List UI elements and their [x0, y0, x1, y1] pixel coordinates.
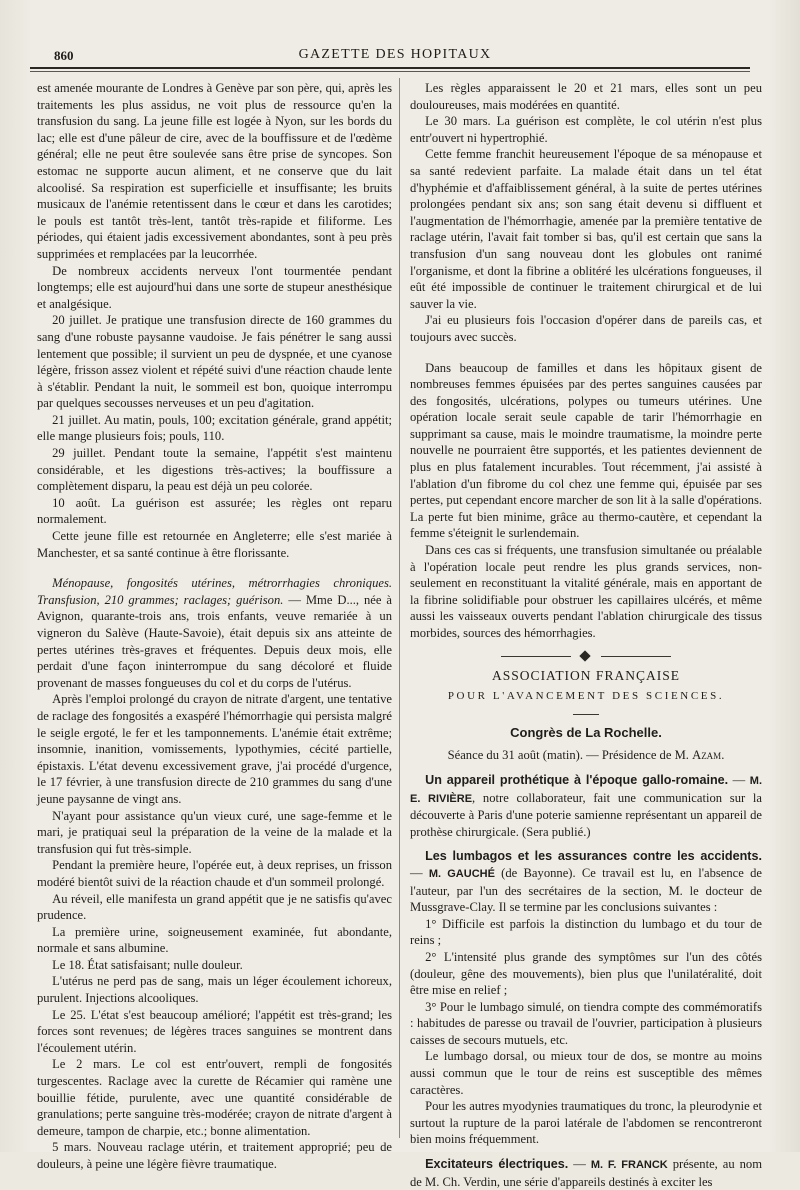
communication-prosthesis: Un appareil prothétique à l'époque gallo-romaine. — M. E. RIVIÈRE, notre collaborateur, fait une communication sur la découverte à Paris d'une poterie samienne représentant un appareil de prothèse chirurgicale. (Sera publié.)	[410, 772, 763, 839]
left-column	[37, 80, 392, 1171]
congress-title: Congrès de La Rochelle.	[510, 724, 662, 740]
conclusion-item: 2° L'intensité plus grande des symptômes sur l'un des côtés (douleur, gêne des mouvements), bien plus que l'unilatéralité, doit être mise en relief ;	[410, 949, 762, 998]
section-title: ASSOCIATION FRANÇAISE	[492, 667, 680, 683]
header-rule-thin	[30, 71, 750, 72]
paragraph: Après l'emploi prolongé du crayon de nitrate d'argent, une tentative de raclage des fongosités a exaspéré l'hémorrhagie qui persista malgré le seigle ergoté, le fer et les tamponnements. L'anémie était extrême; insomnie, inanition, vomissements, lypothymies, cécité partielle, épistaxis. L'état devenu excessivement grave, j'ai procédé d'urgence, le 17 février, à une transfusion directe de 210 grammes du sang d'une jeune paysanne de vingt ans.	[37, 692, 392, 806]
column-divider	[399, 78, 400, 1138]
paragraph: Dans beaucoup de familles et dans les hôpitaux gisent de nombreuses femmes épuisées par des pertes sanguines causées par des fongosités, ulcérations, polypes ou tumeurs utérines. Une opération locale serait seule capable de tarir l'hémorrhagie en supprimant sa cause, mais le moindre traumatisme, la moindre perte nouvelle ne pourraient être supportés, et les patientes deviennent de plus en plus fatalement incurables. Tout récemment, j'ai assisté à l'ablation d'un fibrome du col chez une femme qui, épuisée par ses pertes, put cependant encore marcher de son lit à la salle d'opérations. La perte fut bien minime, grâce au thermo-cautère, et cependant la femme s'éteignit le surlendemain.	[410, 360, 762, 541]
paragraph: Pendant la première heure, l'opérée eut, à deux reprises, un frisson modéré bientôt suivi de la réaction chaude et d'un sommeil prolongé.	[37, 858, 392, 889]
communication-title: Un appareil prothétique à l'époque gallo-romaine.	[425, 772, 729, 787]
paragraph: Le 2 mars. Le col est entr'ouvert, rempli de fongosités turgescentes. Raclage avec la curette de Récamier qui ramène une bouillie fétide, purulente, avec une quantité considérable de granulations; perte sanguine très-modérée; crayon de nitrate d'argent à demeure, tampon de charpie, etc.; bonne alimentation.	[37, 1057, 392, 1138]
section-subtitle: POUR L'AVANCEMENT DES SCIENCES.	[447, 690, 725, 703]
case-paragraph	[37, 575, 392, 691]
paragraph: J'ai eu plusieurs fois l'occasion d'opérer dans de pareils cas, et toujours avec succès.	[410, 313, 762, 344]
paragraph: 10 août. La guérison est assurée; les règles ont reparu normalement.	[37, 495, 392, 527]
paragraph: 5 mars. Nouveau raclage utérin, et traitement approprié; peu de douleurs, à peine une légère fièvre traumatique.	[37, 1140, 392, 1171]
paragraph: Cette femme franchit heureusement l'époque de sa ménopause et sa santé redevient parfaite. La malade était dans un tel état d'hyphémie et d'affaiblissement général, à la suite de pertes utérines prolongées pendant six ans; son sang était devenu si diffluent et l'augmentation de l'hémorrhagie, amenée par la première tentative de raclage utérin, l'avait fait tomber si bas, qu'il est certain que sans la transfusion d'un sang nouveau dont les globules ont ranimé l'organisme, et dont la fibrine a oblitéré les ulcérations fongueuses, il eût été impossible de continuer le traitement chirurgical et de lui sauver la vie.	[410, 147, 762, 311]
paragraph: 21 juillet. Au matin, pouls, 100; excitation générale, grand appétit; elle mange plusieurs fois; pouls, 110.	[37, 412, 392, 444]
paragraph: Le lumbago dorsal, ou mieux tour de dos, se montre au moins aussi commun que le tour de reins est susceptible des mêmes caractères.	[410, 1049, 762, 1097]
header-rule-thick	[30, 67, 750, 69]
section-ornament	[501, 652, 671, 660]
right-column	[410, 80, 763, 1189]
paragraph: La première urine, soigneusement examinée, fut abondante, normale et sans albumine.	[37, 924, 392, 956]
paragraph: 29 juillet. Pendant toute la semaine, l'appétit s'est maintenu considérable, et les digestions très-actives; la bouffissure a complètement disparu, la peau est déjà un peu colorée.	[37, 446, 392, 494]
paragraph: Le 25. L'état s'est beaucoup amélioré; l'appétit est très-grand; les forces sont revenues; de légères traces sanguines se montrent dans l'écoulement utérin.	[37, 1007, 392, 1055]
page-number: 860	[54, 48, 74, 63]
speaker-name: M. GAUCHÉ	[428, 867, 495, 880]
journal-title: GAZETTE DES HOPITAUX	[298, 47, 492, 62]
speaker-name: M. E. RIVIÈRE	[410, 774, 763, 805]
session-line: Séance du 31 août (matin). — Présidence de M. Azam.	[447, 748, 725, 763]
paragraph: Dans ces cas si fréquents, une transfusion simultanée ou préalable à l'opération locale peut rendre les plus grands services, non-seulement en reconstituant la vitalité générale, mais en apportant de la fibrine solidifiable pour obstruer les capillaires ulcérés, et même aussi les vaisseaux ouverts pendant l'ablation chirurgicale des tissus morbides, sources des hémorrhagies.	[410, 543, 762, 640]
paragraph: est amenée mourante de Londres à Genève par son père, qui, après les traitements les plus assidus, ne voit plus de ressource qu'en la transfusion du sang. La jeune fille est logée à Nyon, sur les bords du lac; elle est d'une pâleur de cire, avec de la bouffissure et de l'œdème général; elle ne peut être soulevée sans être prise de syncopes. Son estomac ne supporte aucun aliment, et ne conserve que du lait alcoolisé. Sa respiration est superficielle et insuffisante; les bruits musicaux de l'anémie retentissent dans le cœur et dans les carotides; le pouls est tantôt très-lent, tantôt très-rapide et filiforme. Les périodes, qui étaient jadis excessivement abondantes, sont à peu près supprimées et remplacées par la leucorrhée.	[37, 81, 392, 261]
paragraph: Le 18. État satisfaisant; nulle douleur.	[52, 957, 243, 972]
paragraph: N'ayant pour assistance qu'un vieux curé, une sage-femme et le mari, je pratiquai seul la préparation de la veine de la malade et la transfusion qui fut très-simple.	[37, 808, 392, 856]
speaker-name: M. F. FRANCK	[590, 1159, 668, 1172]
paragraph: Cette jeune fille est retournée en Angleterre; elle s'est mariée à Manchester, et sa santé continue à être florissante.	[37, 529, 392, 560]
short-rule	[573, 714, 599, 715]
session-president: Azam	[692, 748, 722, 763]
paragraph: De nombreux accidents nerveux l'ont tourmentée pendant longtemps; elle est aujourd'hui dans une sorte de stupeur anesthésique et analgésique.	[37, 263, 392, 311]
conclusion-item: 1° Difficile est parfois la distinction du lumbago et du tour de reins ;	[410, 916, 762, 948]
paragraph: Pour les autres myodynies traumatiques du tronc, la pleurodynie et surtout la rupture de la paroi latérale de l'abdomen se rencontreront bien moins fréquemment.	[410, 1099, 762, 1147]
paragraph: Au réveil, elle manifesta un grand appétit que je ne satisfis qu'avec prudence.	[37, 891, 392, 923]
paragraph: Le 30 mars. La guérison est complète, le col utérin n'est plus entr'ouvert ni hypertrophié.	[410, 114, 762, 145]
paragraph: L'utérus ne perd pas de sang, mais un léger écoulement ichoreux, purulent. Injections alcooliques.	[37, 974, 392, 1006]
communication-title: Excitateurs électriques.	[425, 1157, 569, 1172]
communication-electric: Excitateurs électriques. — M. F. FRANCK présente, au nom de M. Ch. Verdin, une série d'appareils destinés à exciter les	[410, 1157, 762, 1189]
communication-title: Les lumbagos et les assurances contre les accidents.	[425, 849, 762, 864]
paragraph: Les règles apparaissent le 20 et 21 mars, elles sont un peu douloureuses, mais modérées en quantité.	[410, 81, 762, 112]
communication-lumbago: Les lumbagos et les assurances contre les accidents. — M. GAUCHÉ (de Bayonne). Ce travail est lu, en l'absence de l'auteur, par l'un des secrétaires de la section, M. le docteur de Mussgrave-Clay. Il se termine par les conclusions suivantes :	[410, 849, 762, 915]
case-heading: Ménopause, fongosités utérines, métrorrhagies chroniques. Transfusion, 210 grammes; raclages; guérison.	[37, 576, 392, 607]
conclusion-item: 3° Pour le lumbago simulé, on tiendra compte des commémoratifs : habitudes de paresse ou travail de l'ouvrier, participation à plusieurs caisses de secours mutuels, etc.	[410, 999, 762, 1047]
paragraph: 20 juillet. Je pratique une transfusion directe de 160 grammes du sang d'une robuste paysanne vaudoise. Je fais pénétrer le sang aussi lentement que possible; il survient un peu de dyspnée, et une cyanose légère, frisson assez violent et répété suivi d'une réaction chaude lente à s'établir. Pendant la nuit, le sommeil est bon, quoique interrompu par quelques secousses nerveuses et un peu d'agitation.	[37, 313, 392, 411]
case-text: — Mme D..., née à Avignon, quarante-trois ans, trois enfants, veuve remariée à un vigneron du Salève (Haute-Savoie), était depuis six ans atteinte de pertes utérines très-graves et fréquentes. Depuis deux mois, elle perdait d'une façon ininterrompue du sang décoloré et fluide provenant de masses fongueuses du col et du corps de l'utérus.	[37, 592, 392, 690]
